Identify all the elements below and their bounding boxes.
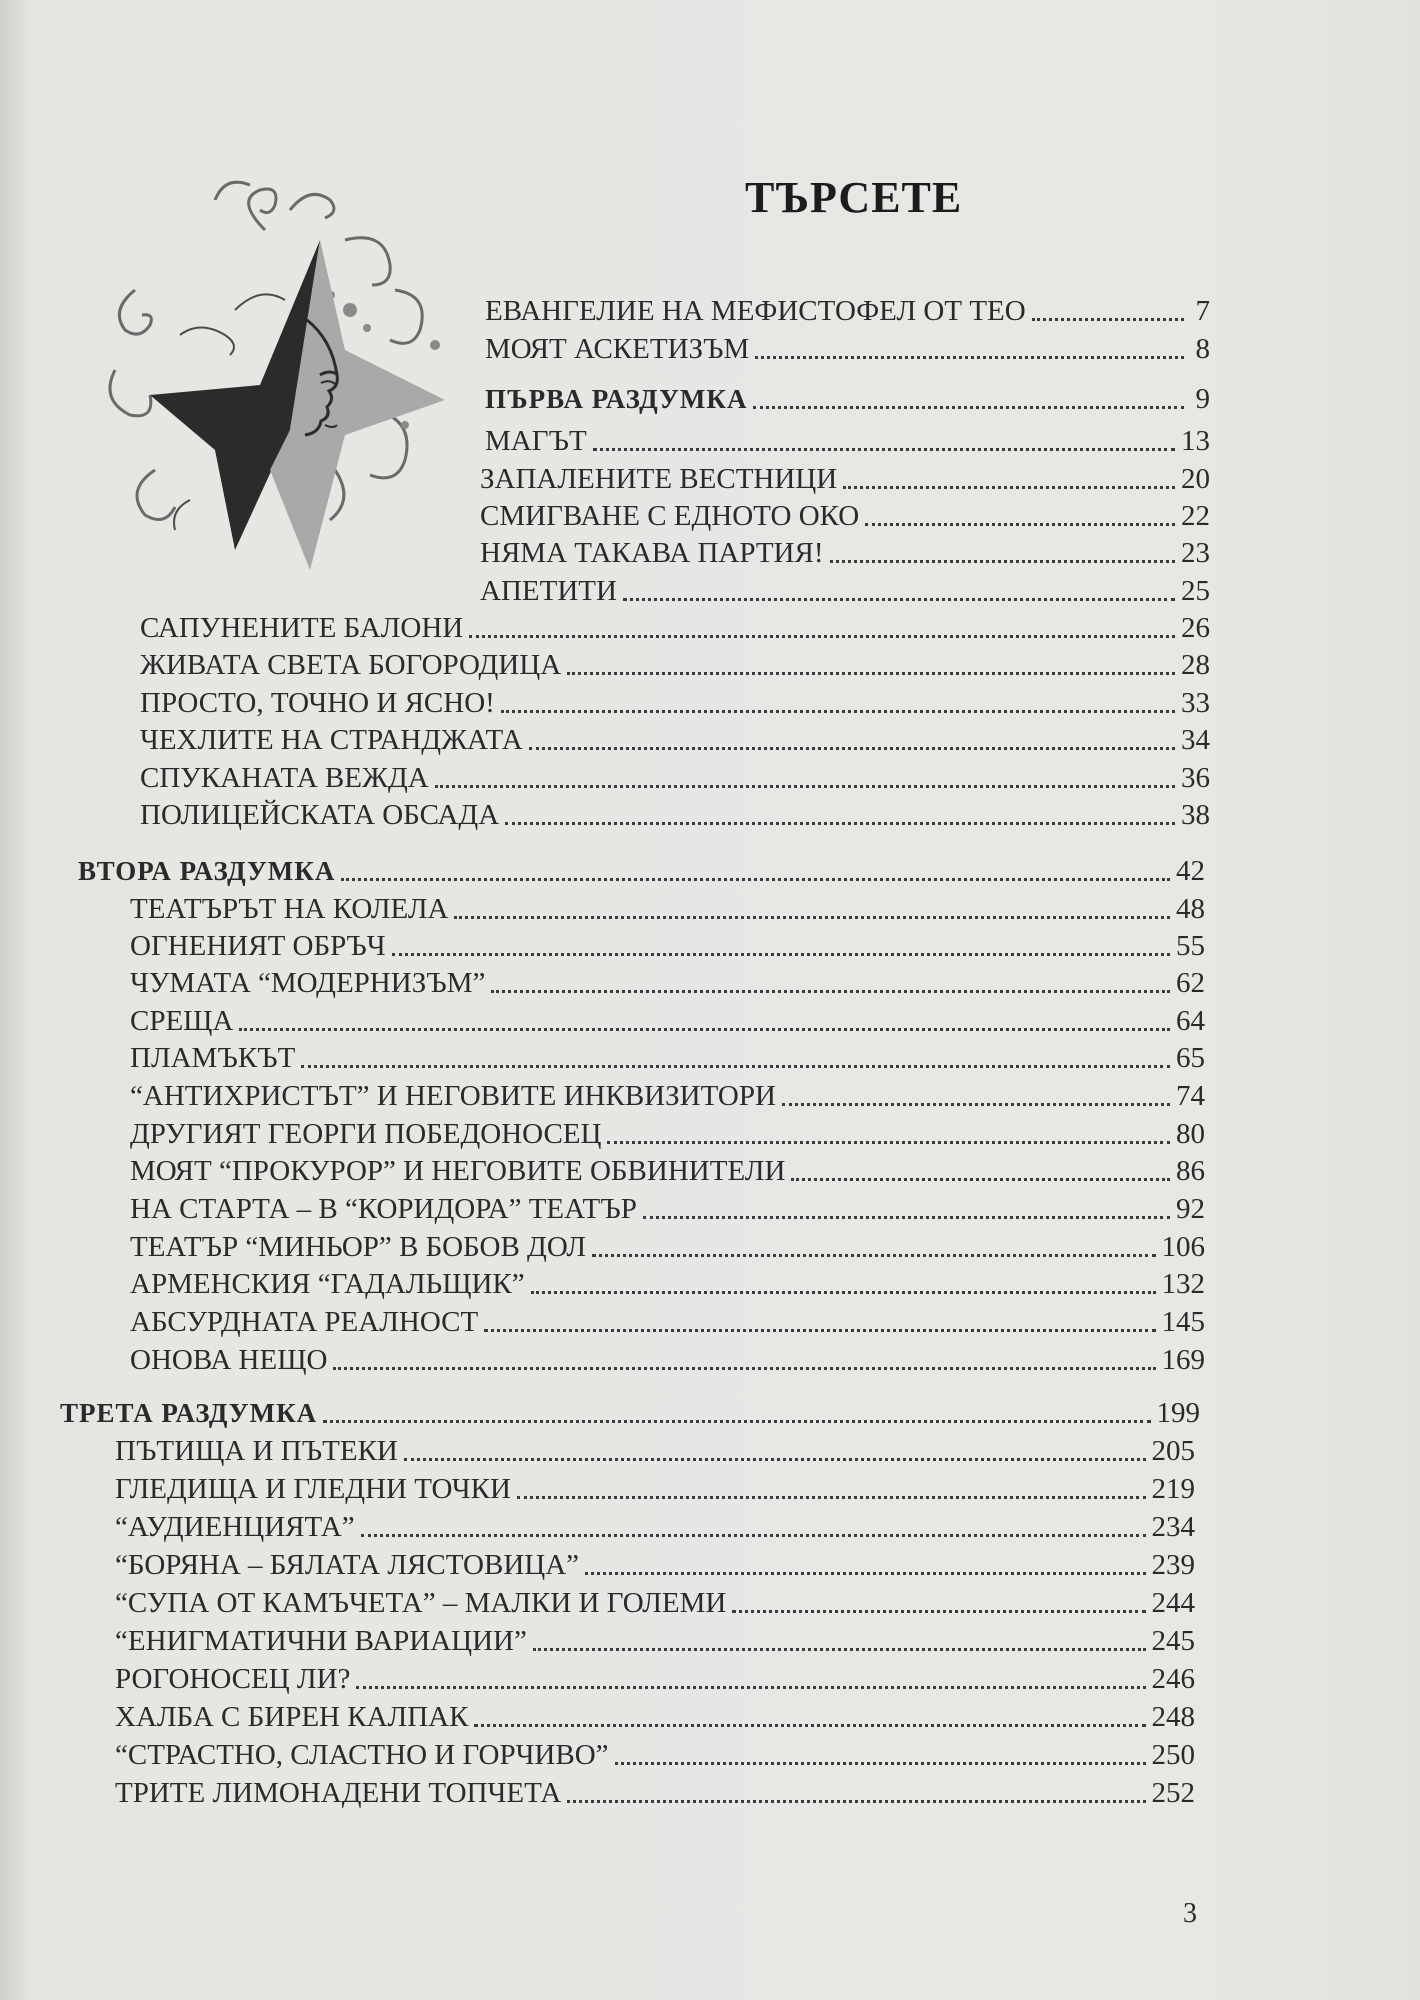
toc-dot-leader	[529, 746, 1175, 750]
toc-entry-page: 80	[1176, 1118, 1205, 1150]
toc-entry	[140, 609, 1210, 645]
toc-entry-page: 22	[1181, 500, 1210, 532]
toc-entry-page: 13	[1181, 425, 1210, 457]
toc-dot-leader	[753, 405, 1184, 409]
toc-entry-title: “СУПА ОТ КАМЪЧЕТА” – МАЛКИ И ГОЛЕМИ	[115, 1587, 727, 1619]
toc-entry-page: 42	[1176, 855, 1205, 887]
toc-entry-page: 252	[1151, 1777, 1195, 1809]
toc-entry	[115, 1546, 1195, 1582]
toc-entry	[140, 646, 1210, 682]
toc-entry-title: АПЕТИТИ	[480, 575, 617, 607]
toc-dot-leader	[592, 1253, 1156, 1257]
toc-entry-page: 28	[1181, 649, 1210, 681]
toc-entry-title: “ЕНИГМАТИЧНИ ВАРИАЦИИ”	[115, 1625, 527, 1657]
toc-entry	[130, 1265, 1205, 1301]
toc-entry	[115, 1584, 1195, 1620]
toc-entry-title: АРМЕНСКИЯ “ГАДАЛЬЩИК”	[130, 1268, 525, 1300]
toc-entry	[485, 422, 1210, 458]
toc-entry-title: ЕВАНГЕЛИЕ НА МЕФИСТОФЕЛ ОТ ТЕО	[485, 295, 1026, 327]
toc-dot-leader	[830, 559, 1176, 563]
toc-dot-leader	[791, 1177, 1170, 1181]
toc-dot-leader	[404, 1457, 1146, 1461]
toc-entry-title: СПУКАНАТА ВЕЖДА	[140, 762, 429, 794]
toc-entry	[130, 1152, 1205, 1188]
toc-entry-page: 145	[1161, 1306, 1205, 1338]
toc-entry	[480, 460, 1210, 496]
toc-entry-title: “АУДИЕНЦИЯТА”	[115, 1511, 355, 1543]
toc-entry-title: ПОЛИЦЕЙСКАТА ОБСАДА	[140, 799, 500, 831]
toc-entry-title: ТРЕТА РАЗДУМКА	[60, 1398, 318, 1428]
toc-entry-title: ЧУМАТА “МОДЕРНИЗЪМ”	[130, 967, 486, 999]
toc-entry-title: ДРУГИЯТ ГЕОРГИ ПОБЕДОНОСЕЦ	[130, 1118, 602, 1150]
toc-entry-page: 62	[1176, 967, 1205, 999]
toc-dot-leader	[356, 1685, 1145, 1689]
toc-entry-page: 34	[1181, 724, 1210, 756]
toc-entry-title: НА СТАРТА – В “КОРИДОРА” ТЕАТЪР	[130, 1193, 637, 1225]
toc-entry-title: ЧЕХЛИТЕ НА СТРАНДЖАТА	[140, 724, 523, 756]
toc-entry-title: ВТОРА РАЗДУМКА	[78, 856, 336, 886]
toc-entry-page: 106	[1161, 1231, 1205, 1263]
toc-entry	[140, 721, 1210, 757]
toc-dot-leader	[474, 1723, 1145, 1727]
toc-entry-page: 248	[1151, 1701, 1195, 1733]
page-title: ТЪРСЕТЕ	[745, 173, 963, 222]
toc-entry-page: 244	[1151, 1587, 1195, 1619]
toc-entry-page: 86	[1176, 1155, 1205, 1187]
toc-entry-page: 199	[1156, 1397, 1200, 1429]
toc-entry	[130, 1228, 1205, 1264]
toc-entry	[130, 1190, 1205, 1226]
toc-entry	[115, 1470, 1195, 1506]
toc-dot-leader	[517, 1495, 1146, 1499]
toc-entry-title: ТЕАТЪРЪТ НА КОЛЕЛА	[130, 893, 449, 925]
toc-entry-title: ПРОСТО, ТОЧНО И ЯСНО!	[140, 687, 495, 719]
toc-dot-leader	[585, 1571, 1145, 1575]
toc-entry-page: 25	[1181, 575, 1210, 607]
toc-entry	[130, 1077, 1205, 1113]
toc-entry	[130, 1002, 1205, 1038]
toc-entry	[130, 964, 1205, 1000]
toc-entry	[115, 1432, 1195, 1468]
toc-entry-title: “СТРАСТНО, СЛАСТНО И ГОРЧИВО”	[115, 1739, 609, 1771]
toc-dot-leader	[341, 877, 1170, 881]
toc-entry-page: 7	[1195, 295, 1210, 327]
toc-entry-title: ТЕАТЪР “МИНЬОР” В БОБОВ ДОЛ	[130, 1231, 586, 1263]
toc-entry	[480, 497, 1210, 533]
toc-entry-page: 92	[1176, 1193, 1205, 1225]
toc-entry	[140, 796, 1210, 832]
toc-entry-page: 36	[1181, 762, 1210, 794]
toc-entry	[115, 1736, 1195, 1772]
toc-entry-page: 74	[1176, 1080, 1205, 1112]
toc-entry	[115, 1622, 1195, 1658]
toc-dot-leader	[531, 1290, 1156, 1294]
toc-dot-leader	[732, 1609, 1145, 1613]
toc-entry-title: ОНОВА НЕЩО	[130, 1344, 328, 1376]
toc-entry-page: 55	[1176, 930, 1205, 962]
toc-dot-leader	[323, 1419, 1150, 1423]
toc-entry-page: 64	[1176, 1005, 1205, 1037]
toc-entry-page: 9	[1195, 383, 1210, 415]
toc-entry	[130, 927, 1205, 963]
toc-dot-leader	[567, 671, 1175, 675]
toc-entry-page: 250	[1151, 1739, 1195, 1771]
toc-dot-leader	[643, 1215, 1170, 1219]
toc-section-heading	[78, 852, 1205, 888]
toc-entry-title: СРЕЩА	[130, 1005, 234, 1037]
toc-dot-leader	[301, 1064, 1170, 1068]
toc-dot-leader	[533, 1647, 1146, 1651]
toc-entry-title: СМИГВАНЕ С ЕДНОТО ОКО	[480, 500, 860, 532]
toc-dot-leader	[469, 634, 1175, 638]
toc-dot-leader	[593, 447, 1175, 451]
toc-dot-leader	[615, 1761, 1146, 1765]
toc-entry	[115, 1660, 1195, 1696]
toc-entry-page: 48	[1176, 893, 1205, 925]
toc-entry	[130, 1115, 1205, 1151]
toc-entry-title: ЖИВАТА СВЕТА БОГОРОДИЦА	[140, 649, 562, 681]
toc-entry-page: 234	[1151, 1511, 1195, 1543]
toc-entry	[130, 1303, 1205, 1339]
toc-entry-title: НЯМА ТАКАВА ПАРТИЯ!	[480, 537, 824, 569]
toc-dot-leader	[435, 784, 1175, 788]
toc-dot-leader	[607, 1140, 1170, 1144]
toc-dot-leader	[501, 709, 1175, 713]
toc-dot-leader	[623, 597, 1175, 601]
toc-entry-title: МОЯТ “ПРОКУРОР” И НЕГОВИТЕ ОБВИНИТЕЛИ	[130, 1155, 786, 1187]
toc-entry-title: САПУНЕНИТЕ БАЛОНИ	[140, 612, 464, 644]
toc-dot-leader	[782, 1102, 1170, 1106]
toc-entry	[140, 684, 1210, 720]
toc-dot-leader	[1032, 317, 1184, 321]
toc-entry-page: 65	[1176, 1042, 1205, 1074]
toc-dot-leader	[567, 1799, 1145, 1803]
toc-entry-page: 8	[1195, 333, 1210, 365]
toc-entry-page: 169	[1161, 1344, 1205, 1376]
toc-entry	[130, 1341, 1205, 1377]
toc-entry	[115, 1508, 1195, 1544]
toc-dot-leader	[454, 915, 1170, 919]
toc-section-heading	[60, 1394, 1200, 1430]
toc-entry	[115, 1774, 1195, 1810]
toc-entry-title: ПЪТИЩА И ПЪТЕКИ	[115, 1435, 398, 1467]
toc-entry-title: ХАЛБА С БИРЕН КАЛПАК	[115, 1701, 469, 1733]
toc-entry-title: ТРИТЕ ЛИМОНАДЕНИ ТОПЧЕТА	[115, 1777, 562, 1809]
toc-dot-leader	[361, 1533, 1146, 1537]
toc-dot-leader	[755, 355, 1184, 359]
toc-entry	[485, 330, 1210, 366]
toc-dot-leader	[865, 522, 1175, 526]
toc-entry	[480, 572, 1210, 608]
toc-entry-title: РОГОНОСЕЦ ЛИ?	[115, 1663, 351, 1695]
toc-entry-page: 239	[1151, 1549, 1195, 1581]
toc-entry	[115, 1698, 1195, 1734]
toc-dot-leader	[333, 1366, 1155, 1370]
toc-entry-page: 26	[1181, 612, 1210, 644]
toc-dot-leader	[239, 1027, 1170, 1031]
toc-entry-page: 132	[1161, 1268, 1205, 1300]
toc-entry	[130, 1039, 1205, 1075]
toc-dot-leader	[491, 989, 1170, 993]
toc-entry-title: МОЯТ АСКЕТИЗЪМ	[485, 333, 750, 365]
toc-entry-title: “БОРЯНА – БЯЛАТА ЛЯСТОВИЦА”	[115, 1549, 580, 1581]
page-number: 3	[1183, 1898, 1197, 1929]
toc-entry-title: ГЛЕДИЩА И ГЛЕДНИ ТОЧКИ	[115, 1473, 511, 1505]
toc-section-heading	[485, 380, 1210, 416]
toc-entry-title: ПЪРВА РАЗДУМКА	[485, 384, 748, 414]
toc-entry-title: “АНТИХРИСТЪТ” И НЕГОВИТЕ ИНКВИЗИТОРИ	[130, 1080, 776, 1112]
toc-entry-page: 20	[1181, 463, 1210, 495]
toc-dot-leader	[505, 821, 1175, 825]
toc-entry-title: МАГЪТ	[485, 425, 587, 457]
toc-dot-leader	[843, 485, 1175, 489]
toc-entry	[480, 534, 1210, 570]
toc-entry-page: 246	[1151, 1663, 1195, 1695]
toc-entry	[140, 759, 1210, 795]
toc-entry	[485, 292, 1210, 328]
toc-entry	[130, 890, 1205, 926]
toc-entry-title: ЗАПАЛЕНИТЕ ВЕСТНИЦИ	[480, 463, 838, 495]
toc-entry-page: 245	[1151, 1625, 1195, 1657]
toc-entry-page: 38	[1181, 799, 1210, 831]
toc-entry-page: 219	[1151, 1473, 1195, 1505]
toc-entry-title: ПЛАМЪКЪТ	[130, 1042, 296, 1074]
toc-dot-leader	[392, 952, 1170, 956]
toc-entry-page: 23	[1181, 537, 1210, 569]
toc-entry-title: АБСУРДНАТА РЕАЛНОСТ	[130, 1306, 479, 1338]
toc-entry-page: 205	[1151, 1435, 1195, 1467]
face-ornament-illustration	[95, 170, 455, 570]
toc-entry-title: ОГНЕНИЯТ ОБРЪЧ	[130, 930, 386, 962]
toc-entry-page: 33	[1181, 687, 1210, 719]
toc-dot-leader	[484, 1328, 1155, 1332]
